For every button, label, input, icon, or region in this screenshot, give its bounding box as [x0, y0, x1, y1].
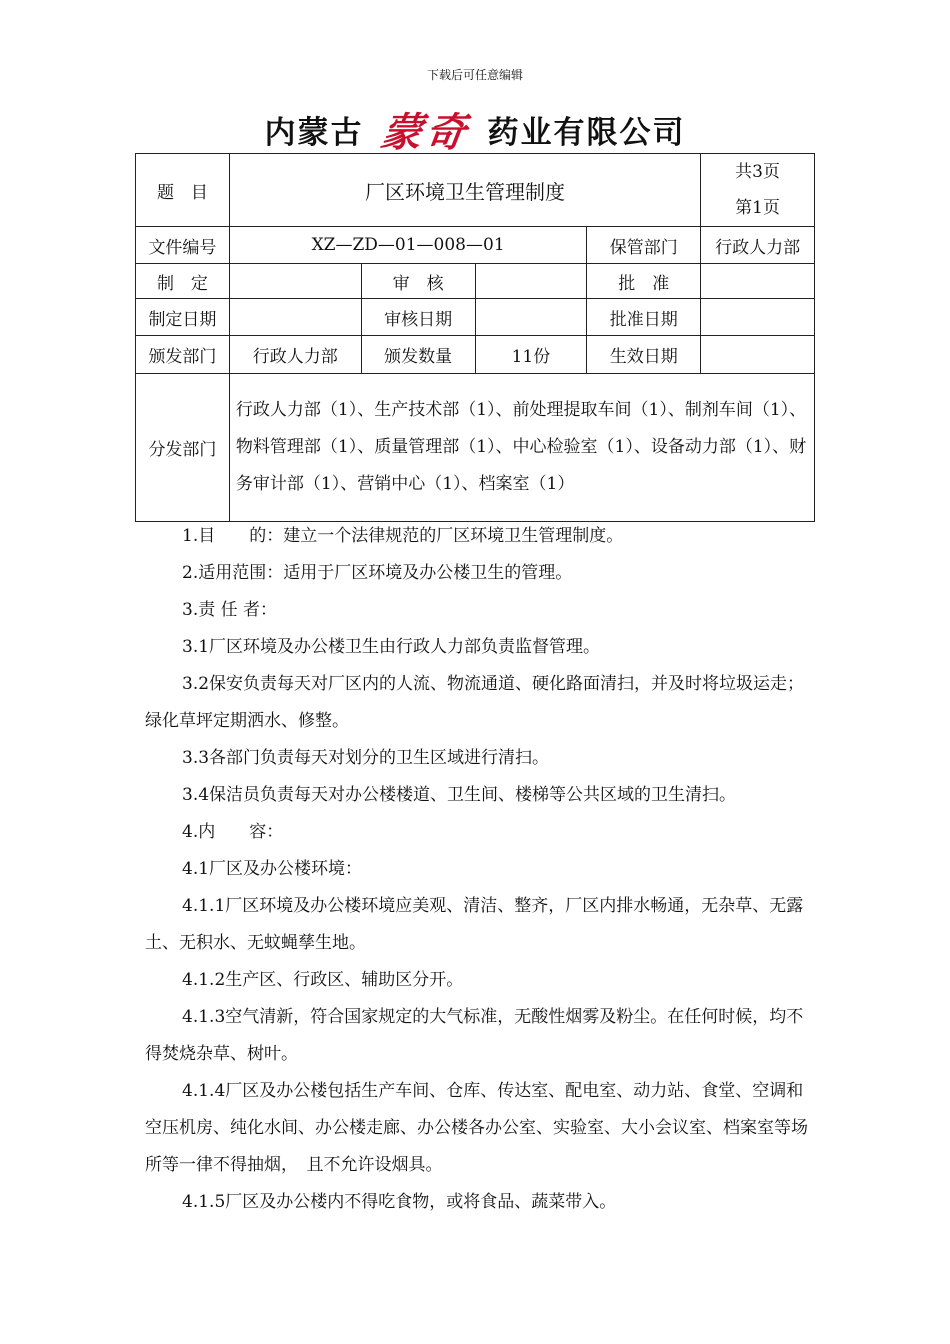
paragraph: 4.1厂区及办公楼环境：: [182, 859, 363, 879]
document-title: 厂区环境卫生管理制度: [229, 154, 700, 227]
issue-qty-value: 11份: [475, 336, 587, 374]
issue-qty-label: 颁发数量: [361, 336, 475, 374]
approve-date-value: [701, 299, 815, 336]
brand-logo: 蒙奇: [377, 108, 473, 156]
effective-date-value: [701, 336, 815, 374]
paragraph: 4.1.5厂区及办公楼内不得吃食物，或将食品、蔬菜带入。: [182, 1192, 617, 1212]
paragraph: 4.内 容：: [182, 822, 284, 842]
total-pages: 共3页: [735, 162, 780, 182]
review-date-label: 审核日期: [361, 299, 475, 336]
document-info-table: [135, 153, 815, 522]
doc-no-label: 文件编号: [136, 227, 230, 264]
paragraph: 2.适用范围：适用于厂区环境及办公楼卫生的管理。: [182, 563, 573, 583]
paragraph: 4.1.2生产区、行政区、辅助区分开。: [182, 970, 464, 990]
paragraph: 3.责 任 者：: [182, 600, 278, 620]
review-value: [475, 264, 587, 299]
document-body: [145, 518, 810, 1221]
paragraph: 1.目 的：建立一个法律规范的厂区环境卫生管理制度。: [182, 526, 624, 546]
issue-dept-label: 颁发部门: [136, 336, 230, 374]
company-suffix: 药业有限公司: [487, 114, 686, 151]
paragraph: 4.1.3空气清新，符合国家规定的大气标准，无酸性烟雾及粉尘。在任何时候，均不得焚烧杂草、树叶。: [145, 1007, 804, 1064]
company-header: [0, 103, 950, 155]
top-note: 下载后可任意编辑: [426, 68, 523, 82]
paragraph: 3.4保洁员负责每天对办公楼楼道、卫生间、楼梯等公共区域的卫生清扫。: [182, 785, 737, 805]
approve-date-label: 批准日期: [587, 299, 701, 336]
dist-value: 行政人力部（1）、生产技术部（1）、前处理提取车间（1）、制剂车间（1）、物料管理部（1）、质量管理部（1）、中心检验室（1）、设备动力部（1）、财务审计部（1）、营销中心（1）、档案室（1）: [229, 374, 814, 522]
draft-date-value: [229, 299, 361, 336]
paragraph: 4.1.4厂区及办公楼包括生产车间、仓库、传达室、配电室、动力站、食堂、空调和空压机房、纯化水间、办公楼走廊、办公楼各办公室、实验室、大小会议室、档案室等场所等一律不得抽烟， 且不允许设烟具。: [145, 1081, 808, 1175]
keeper-label: 保管部门: [587, 227, 701, 264]
approve-value: [701, 264, 815, 299]
draft-date-label: 制定日期: [136, 299, 230, 336]
company-prefix: 内蒙古: [264, 114, 364, 151]
paragraph: 3.3各部门负责每天对划分的卫生区域进行清扫。: [182, 748, 550, 768]
doc-no: XZ—ZD—01—008—01: [229, 227, 586, 264]
paragraph: 3.2保安负责每天对厂区内的人流、物流通道、硬化路面清扫，并及时将垃圾运走；绿化草坪定期洒水、修整。: [145, 674, 805, 731]
dist-label: 分发部门: [136, 374, 230, 522]
review-label: 审 核: [361, 264, 475, 299]
keeper-value: 行政人力部: [701, 227, 815, 264]
page-info: [701, 154, 815, 227]
paragraph: 3.1厂区环境及办公楼卫生由行政人力部负责监督管理。: [182, 637, 601, 657]
issue-dept-value: 行政人力部: [229, 336, 361, 374]
review-date-value: [475, 299, 587, 336]
draft-value: [229, 264, 361, 299]
title-label: 题 目: [136, 154, 230, 227]
effective-date-label: 生效日期: [587, 336, 701, 374]
approve-label: 批 准: [587, 264, 701, 299]
paragraph: 4.1.1厂区环境及办公楼环境应美观、清洁、整齐，厂区内排水畅通，无杂草、无露土、无积水、无蚊蝇孳生地。: [145, 896, 804, 953]
page-number: 第1页: [735, 198, 780, 218]
draft-label: 制 定: [136, 264, 230, 299]
